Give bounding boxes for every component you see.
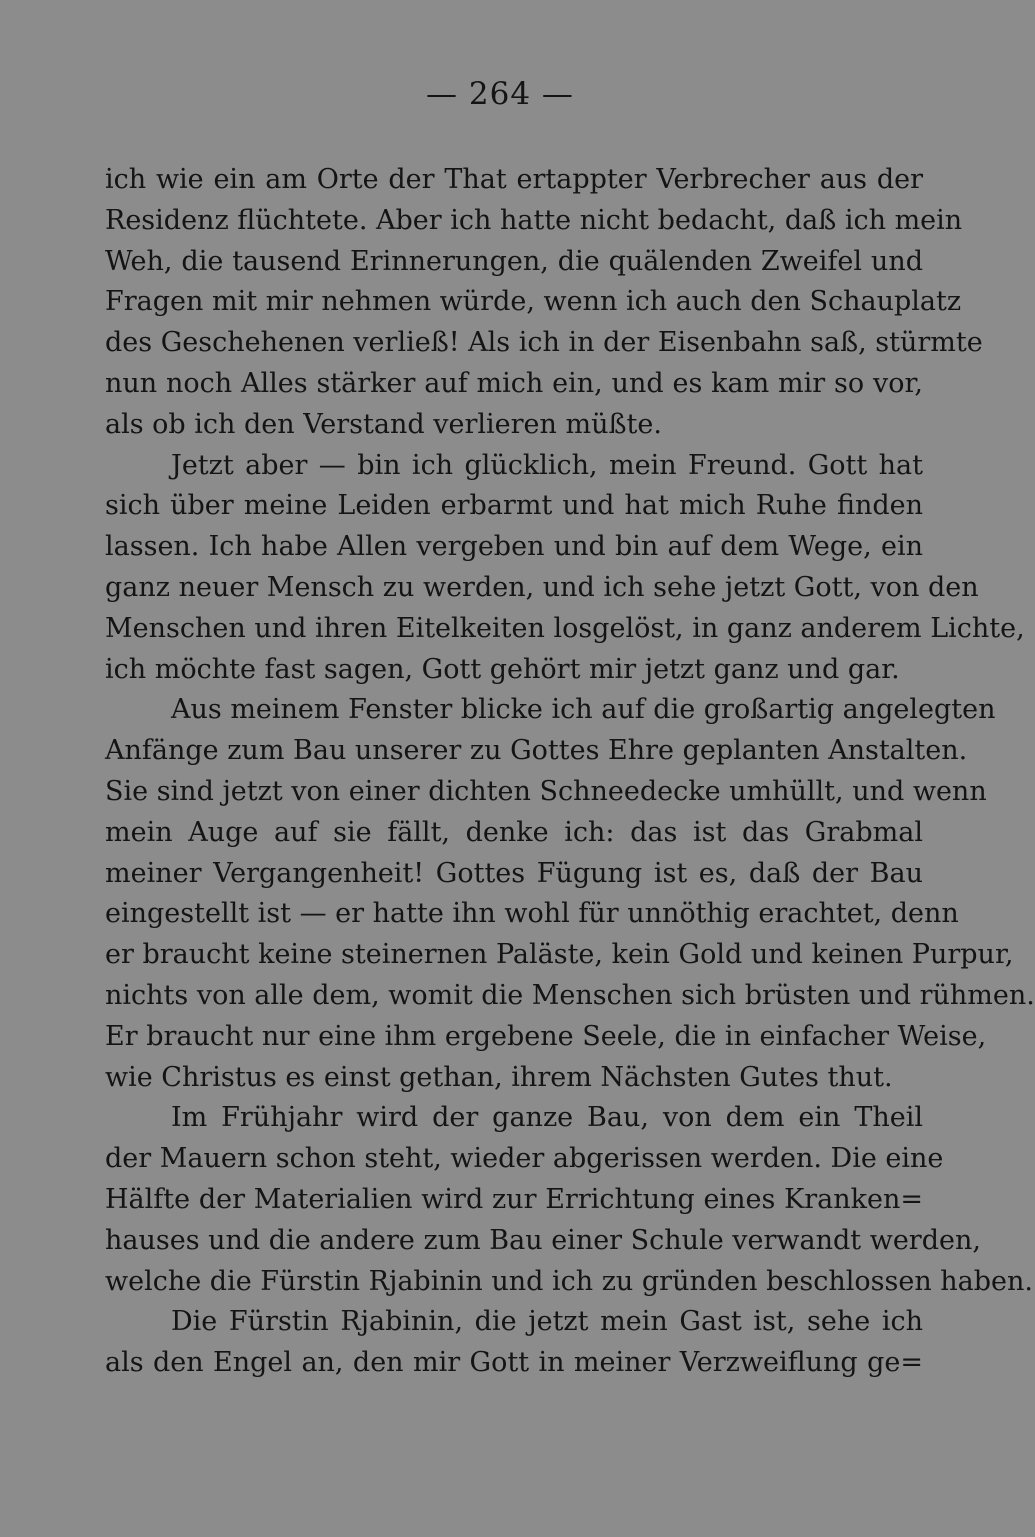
- text-line: Fragen mit mir nehmen würde, wenn ich auch den Schauplatz: [105, 286, 962, 318]
- text-line: eingestellt ist — er hatte ihn wohl für unnöthig erachtet, denn: [105, 898, 959, 930]
- page-number: — 264 —: [426, 76, 574, 112]
- text-line: hauses und die andere zum Bau einer Schule verwandt werden,: [105, 1224, 981, 1256]
- text-line: Hälfte der Materialien wird zur Errichtung eines Kranken=: [105, 1183, 923, 1215]
- text-line: meiner Vergangenheit! Gottes Fügung ist es, daß der Bau: [105, 857, 923, 889]
- text-line: Residenz flüchtete. Aber ich hatte nicht bedacht, daß ich mein: [105, 204, 963, 236]
- body-text: [105, 160, 1035, 1384]
- text-line: des Geschehenen verließ! Als ich in der Eisenbahn saß, stürmte: [105, 327, 983, 359]
- text-line: Weh, die tausend Erinnerungen, die quälenden Zweifel und: [105, 245, 923, 277]
- text-line: Menschen und ihren Eitelkeiten losgelöst, in ganz anderem Lichte,: [105, 612, 1025, 644]
- text-line: welche die Fürstin Rjabinin und ich zu gründen beschlossen haben.: [105, 1265, 1034, 1297]
- text-line: Im Frühjahr wird der ganze Bau, von dem ein Theil: [171, 1102, 923, 1134]
- text-line: ich wie ein am Orte der That ertappter Verbrecher aus der: [105, 164, 923, 195]
- text-line: lassen. Ich habe Allen vergeben und bin auf dem Wege, ein: [105, 531, 923, 563]
- text-line: als ob ich den Verstand verlieren müßte.: [105, 408, 662, 440]
- text-line: sich über meine Leiden erbarmt und hat mich Ruhe finden: [105, 490, 923, 522]
- text-line: Die Fürstin Rjabinin, die jetzt mein Gast ist, sehe ich: [171, 1306, 923, 1338]
- text-line: Anfänge zum Bau unserer zu Gottes Ehre geplanten Anstalten.: [105, 735, 968, 767]
- text-line: nichts von alle dem, womit die Menschen sich brüsten und rühmen.: [105, 979, 1035, 1011]
- text-line: als den Engel an, den mir Gott in meiner Verzweiflung ge=: [105, 1347, 923, 1379]
- text-line: der Mauern schon steht, wieder abgerissen werden. Die eine: [105, 1143, 944, 1175]
- text-line: nun noch Alles stärker auf mich ein, und es kam mir so vor,: [105, 367, 923, 399]
- text-line: ganz neuer Mensch zu werden, und ich sehe jetzt Gott, von den: [105, 571, 979, 603]
- text-line: Aus meinem Fenster blicke ich auf die großartig angelegten: [171, 694, 996, 726]
- text-line: Jetzt aber — bin ich glücklich, mein Freund. Gott hat: [171, 449, 923, 481]
- text-line: mein Auge auf sie fällt, denke ich: das ist das Grabmal: [105, 816, 923, 848]
- text-line: ich möchte fast sagen, Gott gehört mir jetzt ganz und gar.: [105, 653, 900, 685]
- text-line: Er braucht nur eine ihm ergebene Seele, die in einfacher Weise,: [105, 1020, 987, 1052]
- text-line: er braucht keine steinernen Paläste, kein Gold und keinen Purpur,: [105, 939, 1014, 971]
- text-line: Sie sind jetzt von einer dichten Schneedecke umhüllt, und wenn: [105, 775, 987, 807]
- text-line: wie Christus es einst gethan, ihrem Nächsten Gutes thut.: [105, 1061, 893, 1093]
